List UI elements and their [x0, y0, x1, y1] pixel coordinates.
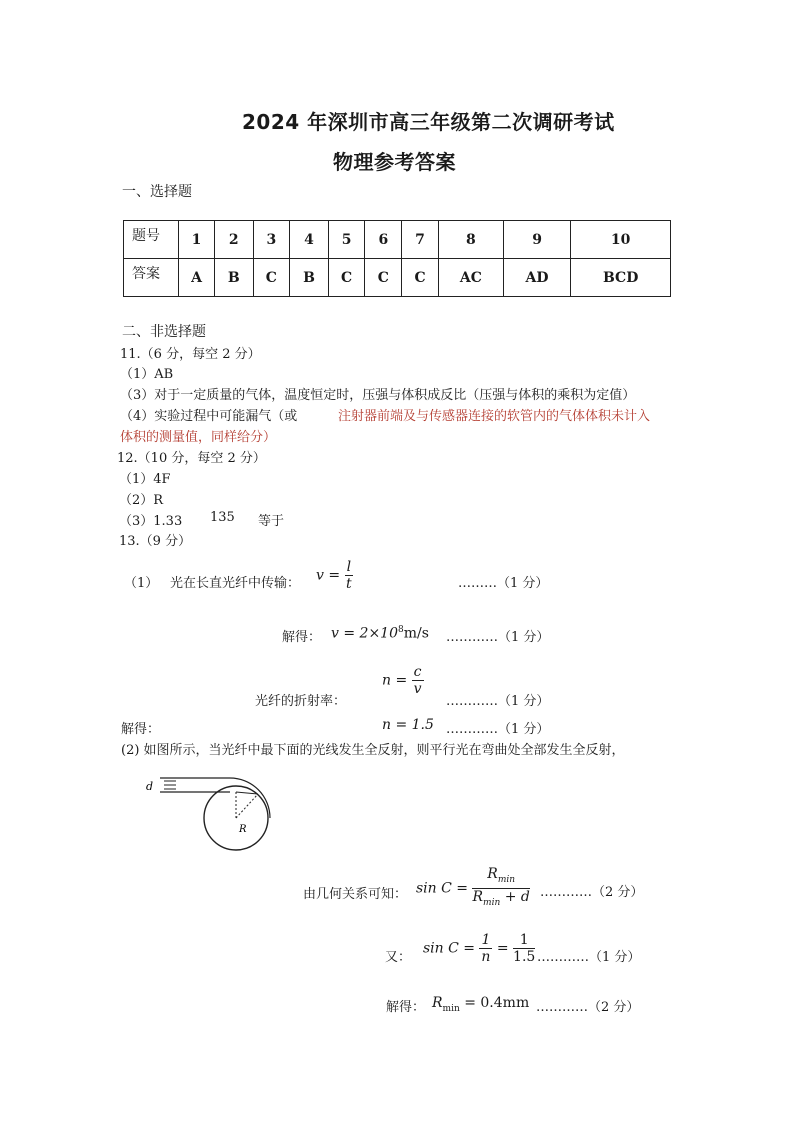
var-n: n [382, 672, 392, 689]
question-number: 8 [438, 221, 503, 259]
table-header-question-number: 题号 [124, 221, 179, 259]
q11-answer-1: （1）AB [120, 367, 174, 382]
rmin-value: = 0.4mm [464, 995, 530, 1011]
score-note: ………（1 分） [458, 576, 549, 591]
q13-part1-label: （1） [124, 576, 159, 591]
q12-answer-1: （1）4F [119, 472, 171, 487]
formula-velocity [316, 559, 353, 592]
q11-heading: 11.（6 分，每空 2 分） [120, 347, 261, 362]
score-note: …………（1 分） [446, 722, 550, 737]
question-number: 2 [215, 221, 254, 259]
question-number: 4 [290, 221, 329, 259]
refractive-index-label: 光纤的折射率： [255, 694, 347, 709]
question-number: 3 [253, 221, 290, 259]
refractive-index-result: n = 1.5 [382, 717, 434, 733]
section-non-choice: 二、非选择题 [122, 324, 206, 340]
fraction-c-over-v [412, 664, 424, 697]
question-number: 1 [179, 221, 215, 259]
answer-cell: AC [438, 259, 503, 297]
fraction-1-over-1.5 [513, 932, 535, 965]
score-note: …………（1 分） [446, 694, 550, 709]
score-note: …………（2 分） [536, 1000, 640, 1015]
answer-cell: BCD [571, 259, 671, 297]
answer-cell: B [215, 259, 254, 297]
numerator-rmin [472, 866, 529, 889]
question-number: 5 [328, 221, 365, 259]
denominator-rmin-plus-d [472, 889, 529, 911]
numerator-1: 1 [481, 932, 491, 948]
diameter-label: d [146, 780, 154, 793]
q11-answer-4-cont: 体积的测量值，同样给分） [120, 430, 277, 445]
q12-heading: 12.（10 分，每空 2 分） [117, 451, 266, 466]
geometry-label: 由几何关系可知： [303, 887, 408, 902]
fiber-bend-diagram [140, 770, 280, 860]
fraction-1-over-n [479, 932, 492, 965]
exam-title: 2024 年深圳市高三年级第二次调研考试 [242, 110, 615, 134]
var-R: R [472, 888, 484, 905]
q13-part1-text: 光在长直光纤中传输： [170, 576, 301, 591]
score-note: …………（1 分） [446, 630, 550, 645]
velocity-exponent: 8 [398, 625, 404, 635]
velocity-value: v = 2×10 [331, 625, 398, 642]
q13-part2-text: (2) 如图所示，当光纤中最下面的光线发生全反射，则平行光在弯曲处全部发生全反射， [121, 743, 625, 758]
var-R: R [487, 866, 498, 882]
q13-heading: 13.（9 分） [119, 534, 192, 549]
table-row [124, 259, 671, 297]
denominator-v: v [413, 681, 422, 697]
section-multiple-choice: 一、选择题 [122, 184, 192, 200]
question-number: 10 [571, 221, 671, 259]
fraction-rmin-over-rmin-plus-d [472, 866, 529, 911]
sinC-lhs: sin C = [423, 940, 476, 957]
answer-cell: B [290, 259, 329, 297]
question-number: 6 [365, 221, 402, 259]
q12-answer-3a: （3）1.33 [119, 514, 183, 529]
question-number: 7 [402, 221, 439, 259]
denominator-t: t [345, 576, 352, 592]
answer-cell: C [365, 259, 402, 297]
formula-sinC [416, 866, 530, 911]
subscript-min: min [483, 897, 501, 908]
answer-key-title: 物理参考答案 [333, 150, 456, 174]
equals-sign: = [328, 567, 341, 584]
velocity-result [331, 625, 429, 642]
equals-sign: = [395, 672, 408, 689]
solve-label: 解得： [282, 630, 322, 645]
numerator-1: 1 [513, 932, 535, 949]
q12-answer-2: （2）R [119, 493, 164, 508]
var-R: R [432, 995, 443, 1011]
q11-answer-3: （3）对于一定质量的气体，温度恒定时，压强与体积成反比（压强与体积的乘积为定值） [120, 388, 636, 403]
answer-cell: C [328, 259, 365, 297]
numerator-l: l [346, 559, 352, 575]
velocity-unit: m/s [403, 625, 429, 642]
rmin-result [432, 995, 529, 1014]
fraction-l-over-t [345, 559, 353, 592]
subscript-min: min [442, 1003, 460, 1014]
table-row [124, 221, 671, 259]
denominator-n: n [481, 949, 491, 965]
answer-cell: A [179, 259, 215, 297]
score-note: …………（1 分） [537, 950, 641, 965]
score-note: …………（2 分） [540, 885, 644, 900]
solve-label: 解得： [386, 1000, 426, 1015]
solve-label: 解得： [121, 722, 161, 737]
question-number: 9 [503, 221, 571, 259]
radius-label: R [239, 824, 247, 835]
answer-cell: AD [503, 259, 571, 297]
answer-cell: C [402, 259, 439, 297]
formula-sinC-n [423, 932, 535, 965]
subscript-min: min [497, 874, 516, 885]
q11-answer-4-alt: 注射器前端及与传感器连接的软管内的气体体积未计入 [338, 409, 651, 424]
q11-answer-4: （4）实验过程中可能漏气（或 [120, 409, 298, 424]
denominator-1.5: 1.5 [513, 949, 536, 965]
formula-refractive-index [382, 664, 424, 697]
radius-line [236, 794, 258, 818]
also-label: 又： [385, 950, 412, 965]
numerator-c: c [413, 664, 422, 680]
sinC-lhs: sin C = [416, 880, 469, 897]
answer-cell: C [253, 259, 290, 297]
var-v: v [316, 567, 324, 584]
equals-sign: = [496, 940, 509, 957]
q12-answer-3b: 135 [210, 510, 235, 525]
plus-d: + d [504, 888, 530, 905]
table-header-answer: 答案 [124, 259, 179, 297]
answer-table [123, 220, 671, 297]
q12-answer-3c: 等于 [258, 514, 285, 529]
